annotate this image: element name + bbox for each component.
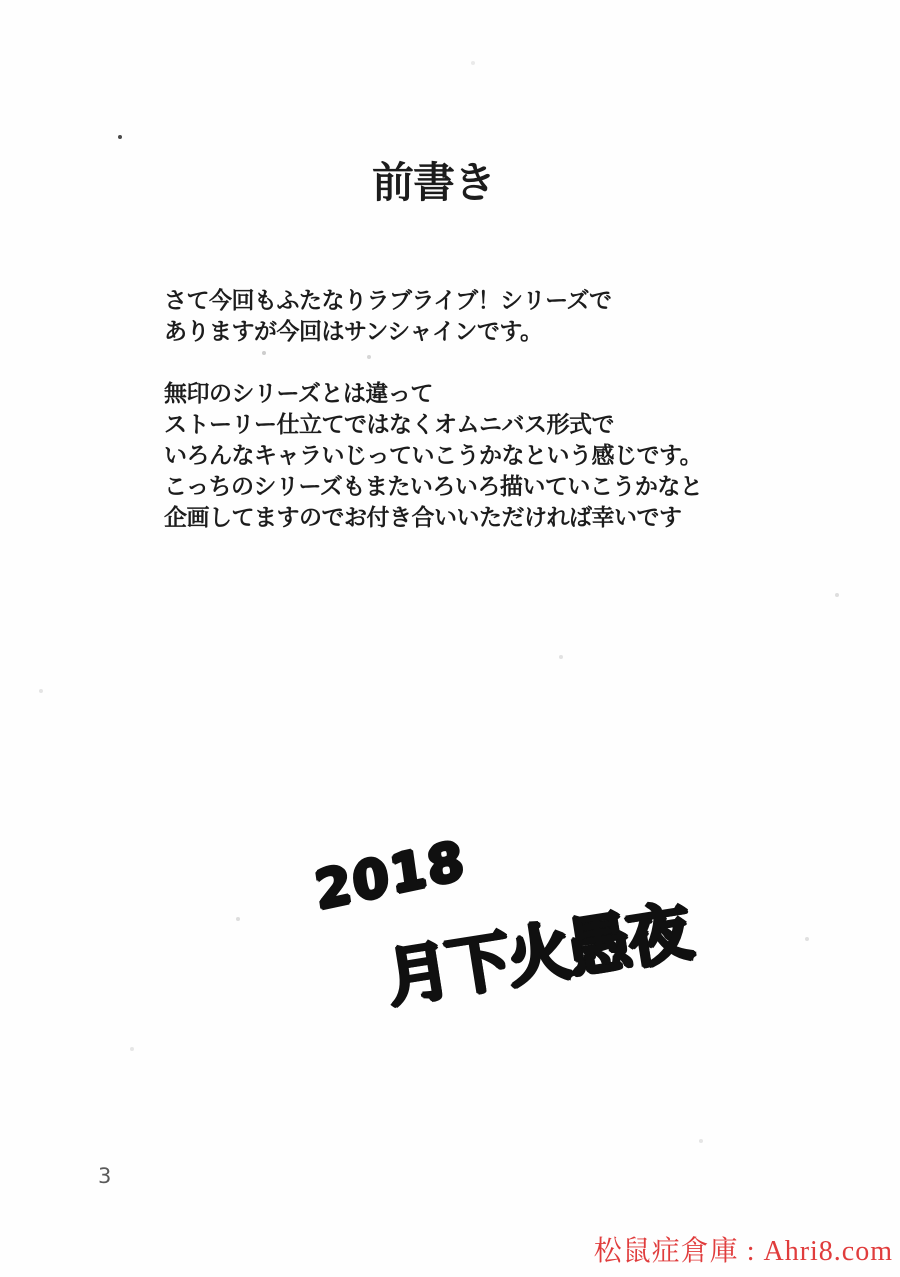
page-title: 前書き	[372, 158, 496, 207]
foreword-line-4: ストーリー仕立てではなくオムニバス形式で	[164, 412, 614, 438]
foreword-line-1: さて今回もふたなりラブライブ！シリーズで	[164, 288, 612, 314]
scan-noise-specks	[0, 0, 2, 2]
foreword-line-2: ありますが今回はサンシャインです。	[164, 319, 543, 345]
foreword-line-7: 企画してますのでお付き合いいただければ幸いです	[164, 505, 682, 531]
foreword-line-3: 無印のシリーズとは違って	[164, 381, 433, 407]
foreword-line-6: こっちのシリーズもまたいろいろ描いていこうかなと	[164, 474, 703, 500]
foreword-text	[164, 286, 744, 534]
handwritten-artist-signature: 月下火愚夜	[381, 895, 694, 1017]
foreword-line-5: いろんなキャラいじっていこうかなという感じです。	[164, 443, 703, 469]
page-number: 3	[98, 1164, 112, 1188]
foreword-line-blank	[164, 348, 744, 379]
handwritten-year: 2018	[311, 830, 470, 922]
watermark-text: 松鼠症倉庫 : Ahri8.com	[593, 1236, 893, 1267]
